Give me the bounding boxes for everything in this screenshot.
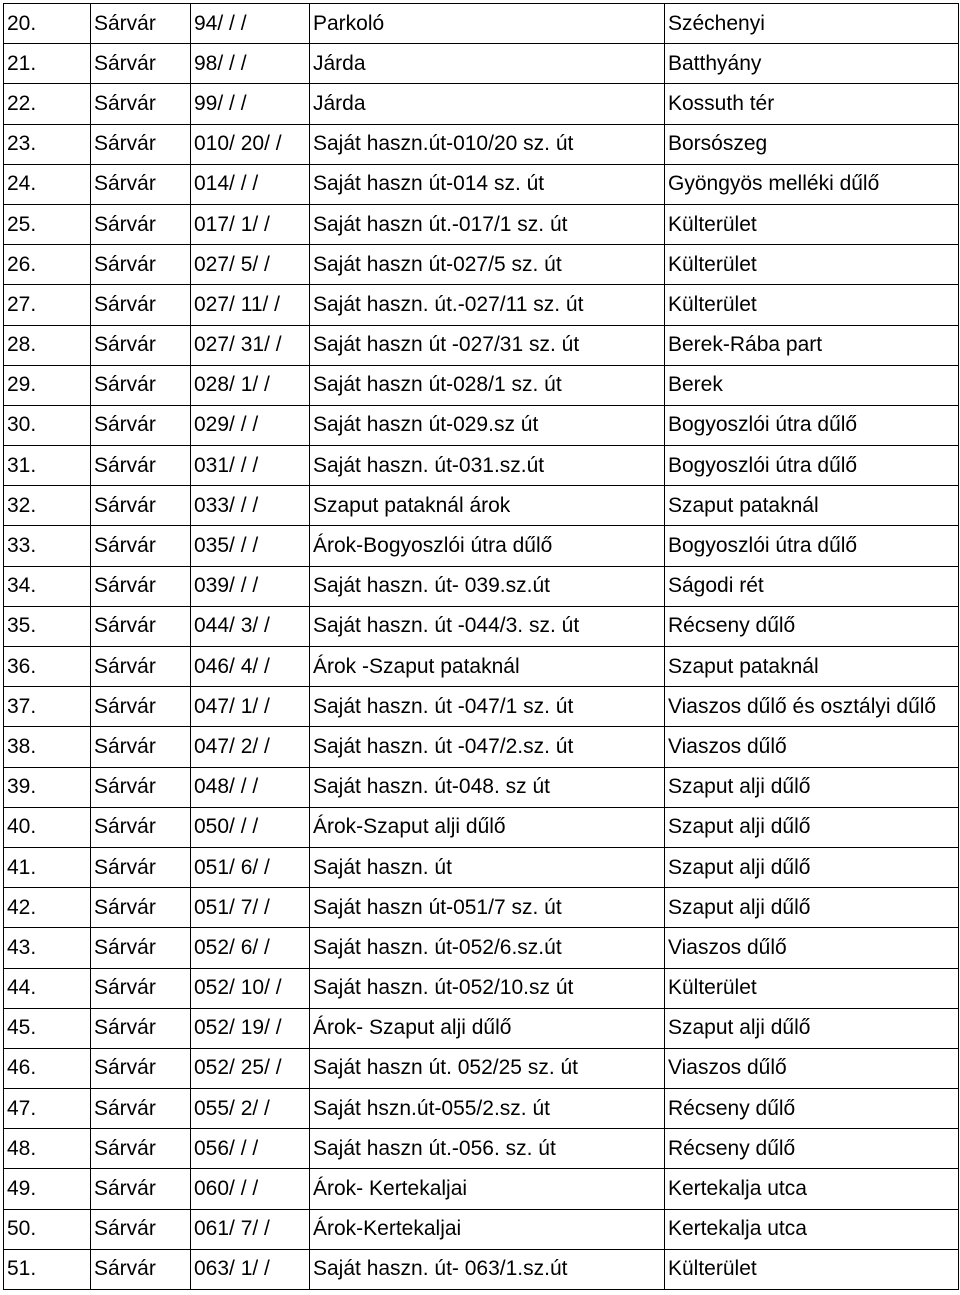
table-row bbox=[4, 1008, 959, 1048]
location-cell: Viaszos dűlő bbox=[665, 727, 959, 767]
location-cell: Szaput alji dűlő bbox=[665, 807, 959, 847]
location-cell: Szaput pataknál bbox=[665, 647, 959, 687]
location-cell: Berek bbox=[665, 365, 959, 405]
row-number-cell: 31. bbox=[4, 446, 91, 486]
location-cell: Récseny dűlő bbox=[665, 606, 959, 646]
settlement-cell: Sárvár bbox=[91, 84, 191, 124]
settlement-cell: Sárvár bbox=[91, 1249, 191, 1289]
location-cell: Récseny dűlő bbox=[665, 1089, 959, 1129]
settlement-cell: Sárvár bbox=[91, 847, 191, 887]
location-cell: Viaszos dűlő bbox=[665, 928, 959, 968]
settlement-cell: Sárvár bbox=[91, 245, 191, 285]
location-cell: Szaput alji dűlő bbox=[665, 1008, 959, 1048]
settlement-cell: Sárvár bbox=[91, 1169, 191, 1209]
parcel-number-cell: 063/ 1/ / bbox=[191, 1249, 310, 1289]
row-number-cell: 28. bbox=[4, 325, 91, 365]
location-cell: Külterület bbox=[665, 968, 959, 1008]
row-number-cell: 22. bbox=[4, 84, 91, 124]
parcel-number-cell: 048/ / / bbox=[191, 767, 310, 807]
table-row bbox=[4, 1249, 959, 1289]
parcel-number-cell: 027/ 11/ / bbox=[191, 285, 310, 325]
location-cell: Külterület bbox=[665, 245, 959, 285]
parcel-number-cell: 052/ 25/ / bbox=[191, 1048, 310, 1088]
table-row bbox=[4, 1169, 959, 1209]
parcel-number-cell: 052/ 19/ / bbox=[191, 1008, 310, 1048]
land-use-cell: Járda bbox=[310, 84, 665, 124]
land-use-cell: Saját haszn út-029.sz út bbox=[310, 405, 665, 445]
location-cell: Viaszos dűlő és osztályi dűlő bbox=[665, 687, 959, 727]
row-number-cell: 24. bbox=[4, 164, 91, 204]
settlement-cell: Sárvár bbox=[91, 285, 191, 325]
location-cell: Récseny dűlő bbox=[665, 1129, 959, 1169]
land-use-cell: Saját haszn. út -047/1 sz. út bbox=[310, 687, 665, 727]
land-use-cell: Saját haszn út.-017/1 sz. út bbox=[310, 204, 665, 244]
land-use-cell: Saját haszn út-051/7 sz. út bbox=[310, 888, 665, 928]
location-cell: Széchenyi bbox=[665, 4, 959, 44]
table-row bbox=[4, 566, 959, 606]
table-row bbox=[4, 4, 959, 44]
settlement-cell: Sárvár bbox=[91, 204, 191, 244]
settlement-cell: Sárvár bbox=[91, 1048, 191, 1088]
location-cell: Ságodi rét bbox=[665, 566, 959, 606]
parcel-number-cell: 029/ / / bbox=[191, 405, 310, 445]
location-cell: Külterület bbox=[665, 285, 959, 325]
parcel-number-cell: 027/ 5/ / bbox=[191, 245, 310, 285]
land-use-cell: Saját haszn. út bbox=[310, 847, 665, 887]
settlement-cell: Sárvár bbox=[91, 44, 191, 84]
table-row bbox=[4, 807, 959, 847]
settlement-cell: Sárvár bbox=[91, 446, 191, 486]
location-cell: Batthyány bbox=[665, 44, 959, 84]
parcel-table-body bbox=[4, 4, 959, 1290]
table-row bbox=[4, 767, 959, 807]
table-row bbox=[4, 888, 959, 928]
row-number-cell: 41. bbox=[4, 847, 91, 887]
parcel-number-cell: 047/ 2/ / bbox=[191, 727, 310, 767]
land-use-cell: Árok- Szaput alji dűlő bbox=[310, 1008, 665, 1048]
table-row bbox=[4, 847, 959, 887]
table-row bbox=[4, 405, 959, 445]
location-cell: Bogyoszlói útra dűlő bbox=[665, 526, 959, 566]
row-number-cell: 32. bbox=[4, 486, 91, 526]
row-number-cell: 25. bbox=[4, 204, 91, 244]
parcel-number-cell: 056/ / / bbox=[191, 1129, 310, 1169]
land-use-cell: Saját haszn. út-031.sz.út bbox=[310, 446, 665, 486]
settlement-cell: Sárvár bbox=[91, 526, 191, 566]
table-row bbox=[4, 124, 959, 164]
row-number-cell: 34. bbox=[4, 566, 91, 606]
parcel-number-cell: 060/ / / bbox=[191, 1169, 310, 1209]
row-number-cell: 48. bbox=[4, 1129, 91, 1169]
parcel-number-cell: 010/ 20/ / bbox=[191, 124, 310, 164]
settlement-cell: Sárvár bbox=[91, 928, 191, 968]
table-row bbox=[4, 486, 959, 526]
land-use-cell: Szaput pataknál árok bbox=[310, 486, 665, 526]
row-number-cell: 21. bbox=[4, 44, 91, 84]
table-row bbox=[4, 164, 959, 204]
settlement-cell: Sárvár bbox=[91, 1209, 191, 1249]
land-use-cell: Árok-Bogyoszlói útra dűlő bbox=[310, 526, 665, 566]
land-use-cell: Saját hszn.út-055/2.sz. út bbox=[310, 1089, 665, 1129]
table-row bbox=[4, 928, 959, 968]
land-use-cell: Saját haszn út.-056. sz. út bbox=[310, 1129, 665, 1169]
table-row bbox=[4, 727, 959, 767]
location-cell: Kossuth tér bbox=[665, 84, 959, 124]
table-row bbox=[4, 84, 959, 124]
parcel-number-cell: 028/ 1/ / bbox=[191, 365, 310, 405]
settlement-cell: Sárvár bbox=[91, 566, 191, 606]
row-number-cell: 50. bbox=[4, 1209, 91, 1249]
settlement-cell: Sárvár bbox=[91, 767, 191, 807]
location-cell: Viaszos dűlő bbox=[665, 1048, 959, 1088]
settlement-cell: Sárvár bbox=[91, 486, 191, 526]
location-cell: Bogyoszlói útra dűlő bbox=[665, 446, 959, 486]
settlement-cell: Sárvár bbox=[91, 365, 191, 405]
parcel-number-cell: 044/ 3/ / bbox=[191, 606, 310, 646]
row-number-cell: 51. bbox=[4, 1249, 91, 1289]
row-number-cell: 30. bbox=[4, 405, 91, 445]
land-use-cell: Saját haszn. út -047/2.sz. út bbox=[310, 727, 665, 767]
parcel-number-cell: 017/ 1/ / bbox=[191, 204, 310, 244]
land-use-cell: Saját haszn. út- 039.sz.út bbox=[310, 566, 665, 606]
parcel-number-cell: 047/ 1/ / bbox=[191, 687, 310, 727]
row-number-cell: 33. bbox=[4, 526, 91, 566]
table-row bbox=[4, 245, 959, 285]
table-row bbox=[4, 446, 959, 486]
table-row bbox=[4, 687, 959, 727]
land-use-cell: Saját haszn. út- 063/1.sz.út bbox=[310, 1249, 665, 1289]
land-use-cell: Saját haszn út-027/5 sz. út bbox=[310, 245, 665, 285]
settlement-cell: Sárvár bbox=[91, 1129, 191, 1169]
table-row bbox=[4, 968, 959, 1008]
settlement-cell: Sárvár bbox=[91, 647, 191, 687]
table-row bbox=[4, 1209, 959, 1249]
location-cell: Külterület bbox=[665, 204, 959, 244]
land-use-cell: Saját haszn. út.-027/11 sz. út bbox=[310, 285, 665, 325]
settlement-cell: Sárvár bbox=[91, 968, 191, 1008]
row-number-cell: 42. bbox=[4, 888, 91, 928]
location-cell: Külterület bbox=[665, 1249, 959, 1289]
land-use-cell: Saját haszn út-028/1 sz. út bbox=[310, 365, 665, 405]
location-cell: Bogyoszlói útra dűlő bbox=[665, 405, 959, 445]
row-number-cell: 43. bbox=[4, 928, 91, 968]
parcel-number-cell: 035/ / / bbox=[191, 526, 310, 566]
land-use-cell: Járda bbox=[310, 44, 665, 84]
row-number-cell: 20. bbox=[4, 4, 91, 44]
row-number-cell: 47. bbox=[4, 1089, 91, 1129]
parcel-number-cell: 050/ / / bbox=[191, 807, 310, 847]
settlement-cell: Sárvár bbox=[91, 727, 191, 767]
table-row bbox=[4, 204, 959, 244]
row-number-cell: 29. bbox=[4, 365, 91, 405]
location-cell: Szaput alji dűlő bbox=[665, 767, 959, 807]
location-cell: Gyöngyös melléki dűlő bbox=[665, 164, 959, 204]
table-row bbox=[4, 606, 959, 646]
parcel-number-cell: 027/ 31/ / bbox=[191, 325, 310, 365]
row-number-cell: 46. bbox=[4, 1048, 91, 1088]
land-use-cell: Saját haszn. út -044/3. sz. út bbox=[310, 606, 665, 646]
land-use-cell: Saját haszn. út-052/6.sz.út bbox=[310, 928, 665, 968]
land-use-cell: Saját haszn út -027/31 sz. út bbox=[310, 325, 665, 365]
parcel-number-cell: 055/ 2/ / bbox=[191, 1089, 310, 1129]
location-cell: Berek-Rába part bbox=[665, 325, 959, 365]
location-cell: Szaput pataknál bbox=[665, 486, 959, 526]
table-row bbox=[4, 365, 959, 405]
table-row bbox=[4, 1048, 959, 1088]
settlement-cell: Sárvár bbox=[91, 1089, 191, 1129]
location-cell: Borsószeg bbox=[665, 124, 959, 164]
table-row bbox=[4, 1089, 959, 1129]
land-use-cell: Árok- Kertekaljai bbox=[310, 1169, 665, 1209]
parcel-number-cell: 031/ / / bbox=[191, 446, 310, 486]
row-number-cell: 40. bbox=[4, 807, 91, 847]
settlement-cell: Sárvár bbox=[91, 807, 191, 847]
land-use-cell: Saját haszn.út-010/20 sz. út bbox=[310, 124, 665, 164]
parcel-number-cell: 052/ 6/ / bbox=[191, 928, 310, 968]
parcel-number-cell: 033/ / / bbox=[191, 486, 310, 526]
row-number-cell: 49. bbox=[4, 1169, 91, 1209]
parcel-number-cell: 046/ 4/ / bbox=[191, 647, 310, 687]
parcel-number-cell: 98/ / / bbox=[191, 44, 310, 84]
land-use-cell: Saját haszn. út-048. sz út bbox=[310, 767, 665, 807]
settlement-cell: Sárvár bbox=[91, 687, 191, 727]
settlement-cell: Sárvár bbox=[91, 405, 191, 445]
table-row bbox=[4, 526, 959, 566]
table-row bbox=[4, 285, 959, 325]
land-use-cell: Saját haszn út-014 sz. út bbox=[310, 164, 665, 204]
parcel-number-cell: 051/ 7/ / bbox=[191, 888, 310, 928]
table-row bbox=[4, 44, 959, 84]
row-number-cell: 45. bbox=[4, 1008, 91, 1048]
settlement-cell: Sárvár bbox=[91, 4, 191, 44]
settlement-cell: Sárvár bbox=[91, 888, 191, 928]
row-number-cell: 44. bbox=[4, 968, 91, 1008]
land-use-cell: Saját haszn. út-052/10.sz út bbox=[310, 968, 665, 1008]
land-use-cell: Árok -Szaput pataknál bbox=[310, 647, 665, 687]
parcel-number-cell: 061/ 7/ / bbox=[191, 1209, 310, 1249]
parcel-number-cell: 051/ 6/ / bbox=[191, 847, 310, 887]
parcel-number-cell: 94/ / / bbox=[191, 4, 310, 44]
settlement-cell: Sárvár bbox=[91, 124, 191, 164]
parcel-number-cell: 052/ 10/ / bbox=[191, 968, 310, 1008]
table-row bbox=[4, 325, 959, 365]
land-use-cell: Parkoló bbox=[310, 4, 665, 44]
settlement-cell: Sárvár bbox=[91, 325, 191, 365]
settlement-cell: Sárvár bbox=[91, 1008, 191, 1048]
parcel-table bbox=[3, 3, 959, 1290]
land-use-cell: Saját haszn út. 052/25 sz. út bbox=[310, 1048, 665, 1088]
row-number-cell: 27. bbox=[4, 285, 91, 325]
location-cell: Kertekalja utca bbox=[665, 1209, 959, 1249]
location-cell: Szaput alji dűlő bbox=[665, 847, 959, 887]
table-row bbox=[4, 647, 959, 687]
table-row bbox=[4, 1129, 959, 1169]
location-cell: Kertekalja utca bbox=[665, 1169, 959, 1209]
settlement-cell: Sárvár bbox=[91, 606, 191, 646]
location-cell: Szaput alji dűlő bbox=[665, 888, 959, 928]
row-number-cell: 37. bbox=[4, 687, 91, 727]
settlement-cell: Sárvár bbox=[91, 164, 191, 204]
row-number-cell: 26. bbox=[4, 245, 91, 285]
parcel-number-cell: 99/ / / bbox=[191, 84, 310, 124]
row-number-cell: 36. bbox=[4, 647, 91, 687]
row-number-cell: 38. bbox=[4, 727, 91, 767]
row-number-cell: 23. bbox=[4, 124, 91, 164]
parcel-number-cell: 039/ / / bbox=[191, 566, 310, 606]
row-number-cell: 39. bbox=[4, 767, 91, 807]
land-use-cell: Árok-Szaput alji dűlő bbox=[310, 807, 665, 847]
land-use-cell: Árok-Kertekaljai bbox=[310, 1209, 665, 1249]
parcel-number-cell: 014/ / / bbox=[191, 164, 310, 204]
row-number-cell: 35. bbox=[4, 606, 91, 646]
